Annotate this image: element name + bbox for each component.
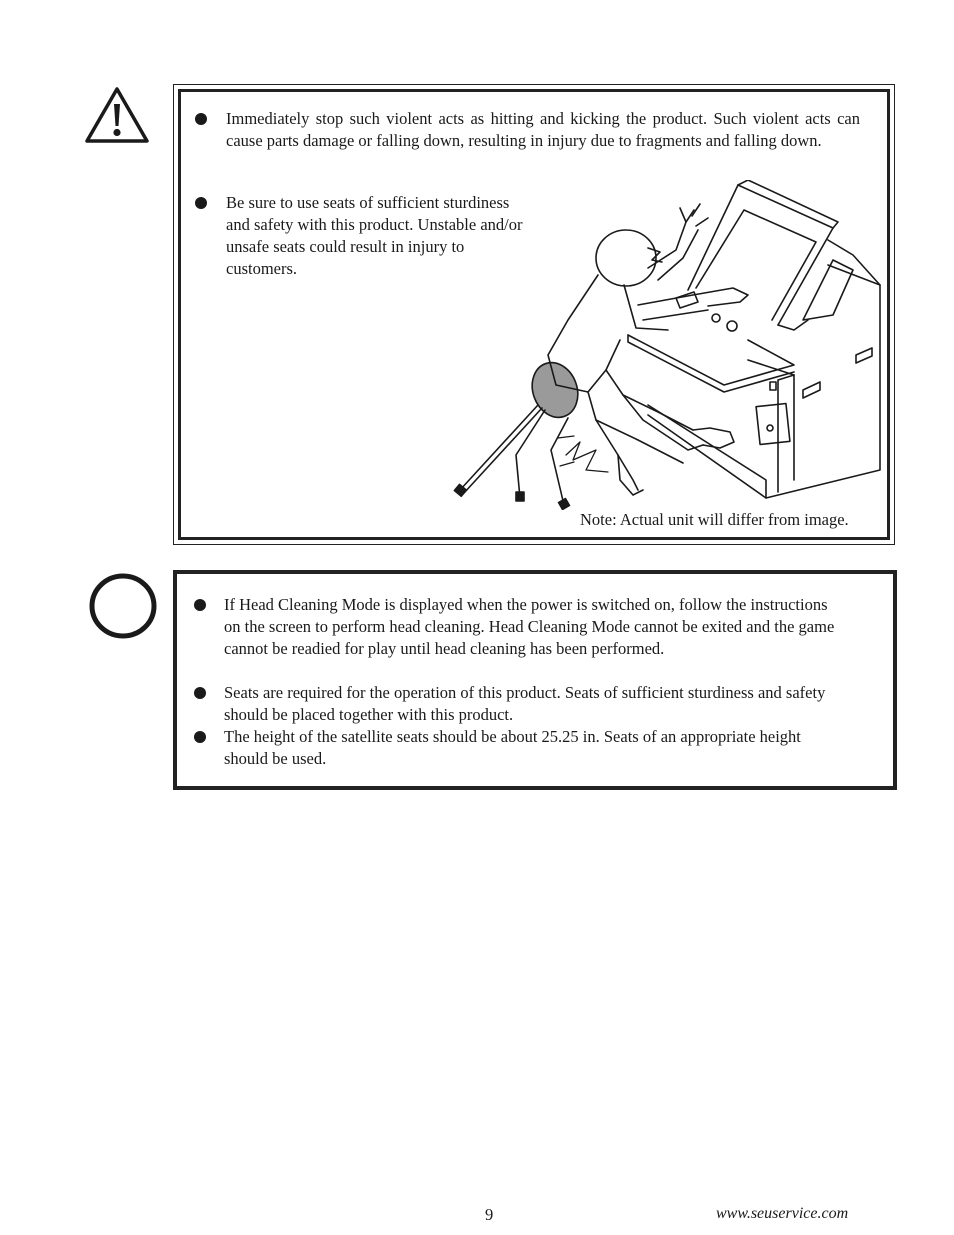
bullet-dot bbox=[195, 113, 207, 125]
person-kicking-machine-illustration bbox=[448, 180, 888, 510]
important-bullet-text: If Head Cleaning Mode is displayed when the power is switched on, follow the instructions on the screen to perform head cleaning. Head Cleaning Mode cannot be exited and the game cannot be readied for play until head cleaning has been performed. bbox=[224, 595, 835, 658]
page-number: 9 bbox=[485, 1205, 494, 1224]
important-bullet-text: The height of the satellite seats should be about 25.25 in. Seats of an appropriate height should be used. bbox=[224, 727, 801, 768]
important-bullet-text: Seats are required for the operation of this product. Seats of sufficient sturdiness and safety should be placed together with this product. bbox=[224, 683, 826, 724]
website-link[interactable]: www.seuservice.com bbox=[716, 1205, 849, 1222]
illustration-note: Note: Actual unit will differ from image. bbox=[580, 510, 849, 529]
bullet-dot bbox=[195, 197, 207, 209]
warning-bullet-text: Be sure to use seats of sufficient sturdiness and safety with this product. Unstable and/or unsafe seats could result in injury to customers. bbox=[226, 193, 523, 278]
circle-icon bbox=[88, 572, 158, 640]
bullet-dot bbox=[194, 599, 206, 611]
warning-bullet-text: Immediately stop such violent acts as hitting and kicking the product. Such violent acts can cause parts damage or falling down, resulting in injury due to fragments and falling down. bbox=[226, 109, 860, 150]
warning-triangle-icon bbox=[84, 86, 150, 144]
bullet-dot bbox=[194, 731, 206, 743]
bullet-dot bbox=[194, 687, 206, 699]
